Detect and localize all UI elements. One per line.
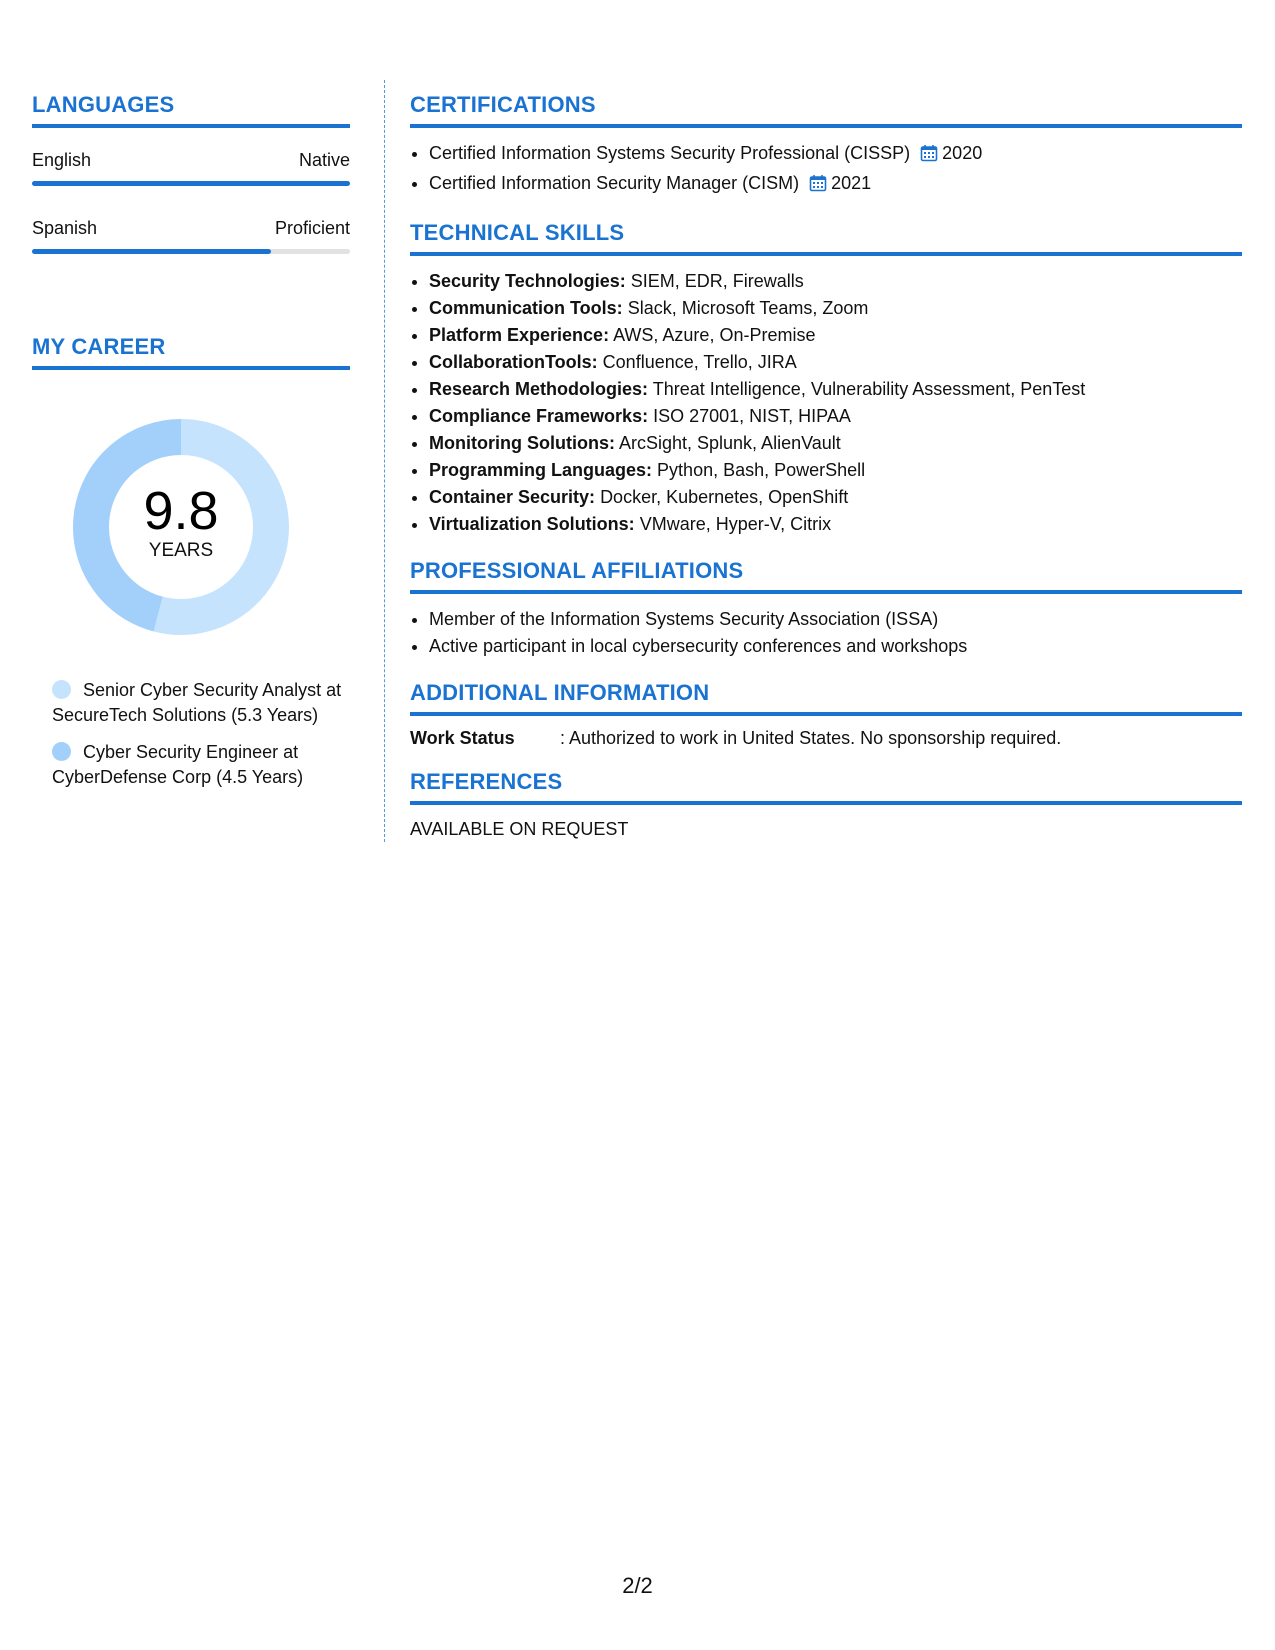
language-proficiency-bar	[32, 181, 350, 186]
certifications-heading: CERTIFICATIONS	[410, 92, 1242, 128]
affiliations-list	[410, 606, 1242, 660]
skill-category: Security Technologies:	[429, 271, 626, 291]
skill-values: VMware, Hyper-V, Citrix	[639, 514, 832, 534]
skill-category: Monitoring Solutions:	[429, 433, 615, 453]
work-status-value: : Authorized to work in United States. No sponsorship required.	[560, 728, 1062, 748]
right-column	[410, 92, 1242, 840]
certification-year: 2020	[942, 143, 983, 163]
skill-values: ISO 27001, NIST, HIPAA	[653, 406, 851, 426]
skill-item	[429, 322, 1242, 349]
skill-category: Container Security:	[429, 487, 596, 507]
languages-heading: LANGUAGES	[32, 92, 350, 128]
skill-category: Compliance Frameworks:	[429, 406, 649, 426]
column-divider	[384, 80, 385, 842]
skill-category: Programming Languages:	[429, 460, 653, 480]
skill-values: Confluence, Trello, JIRA	[602, 352, 797, 372]
legend-dot-icon	[52, 742, 71, 761]
skill-values: AWS, Azure, On-Premise	[613, 325, 816, 345]
calendar-icon	[809, 173, 827, 200]
skill-item	[429, 349, 1242, 376]
certifications-list	[410, 140, 1242, 200]
certification-name: Certified Information Systems Security Professional (CISSP)	[429, 143, 911, 163]
skills-list	[410, 268, 1242, 538]
references-heading: REFERENCES	[410, 769, 1242, 805]
language-level: Native	[298, 150, 350, 170]
skill-values: SIEM, EDR, Firewalls	[630, 271, 804, 291]
certification-item	[429, 140, 1242, 170]
skill-category: Platform Experience:	[429, 325, 610, 345]
skill-item	[429, 376, 1242, 403]
skill-values: ArcSight, Splunk, AlienVault	[618, 433, 841, 453]
career-total-unit: YEARS	[148, 540, 214, 561]
skill-category: Virtualization Solutions:	[429, 514, 635, 534]
career-legend-label: Senior Cyber Security Analyst at SecureTech Solutions (5.3 Years)	[52, 680, 342, 725]
career-legend-item	[52, 678, 350, 728]
skill-item	[429, 268, 1242, 295]
language-proficiency-fill	[32, 249, 271, 254]
language-proficiency-fill	[32, 181, 350, 186]
skill-category: Research Methodologies:	[429, 379, 649, 399]
calendar-icon	[920, 143, 938, 170]
skill-category: CollaborationTools:	[429, 352, 598, 372]
skill-item	[429, 457, 1242, 484]
career-donut-chart	[66, 412, 296, 642]
certification-name: Certified Information Security Manager (CISM)	[429, 173, 800, 193]
work-status-label: Work Status	[410, 728, 515, 748]
skill-item	[429, 484, 1242, 511]
page-number: 2/2	[622, 1573, 653, 1598]
skill-values: Python, Bash, PowerShell	[657, 460, 866, 480]
career-legend	[32, 678, 350, 790]
skill-values: Threat Intelligence, Vulnerability Assessment, PenTest	[652, 379, 1086, 399]
skill-item	[429, 403, 1242, 430]
language-level: Proficient	[274, 218, 350, 238]
affiliation-item: • Active participant in local cybersecurity conferences and workshops	[429, 633, 1242, 660]
language-item	[32, 150, 350, 186]
affiliations-heading: PROFESSIONAL AFFILIATIONS	[410, 558, 1242, 594]
additional-info-heading: ADDITIONAL INFORMATION	[410, 680, 1242, 716]
skill-values: Slack, Microsoft Teams, Zoom	[627, 298, 869, 318]
work-status-row	[410, 728, 1242, 749]
skill-category: Communication Tools:	[429, 298, 623, 318]
skill-item	[429, 430, 1242, 457]
references-text: AVAILABLE ON REQUEST	[410, 819, 629, 839]
legend-dot-icon	[52, 680, 71, 699]
certification-year: 2021	[831, 173, 872, 193]
certification-item	[429, 170, 1242, 200]
career-legend-item	[52, 740, 350, 790]
skill-item	[429, 295, 1242, 322]
left-column	[32, 92, 350, 802]
language-proficiency-bar	[32, 249, 350, 254]
career-legend-label: Cyber Security Engineer at CyberDefense Corp (4.5 Years)	[52, 742, 304, 787]
skill-item	[429, 511, 1242, 538]
affiliation-item: • Member of the Information Systems Security Association (ISSA)	[429, 606, 1242, 633]
skills-heading: TECHNICAL SKILLS	[410, 220, 1242, 256]
skill-values: Docker, Kubernetes, OpenShift	[600, 487, 849, 507]
language-name: Spanish	[32, 218, 98, 238]
language-name: English	[32, 150, 92, 170]
language-item	[32, 218, 350, 254]
career-heading: MY CAREER	[32, 334, 350, 370]
career-total-value: 9.8	[143, 481, 219, 541]
